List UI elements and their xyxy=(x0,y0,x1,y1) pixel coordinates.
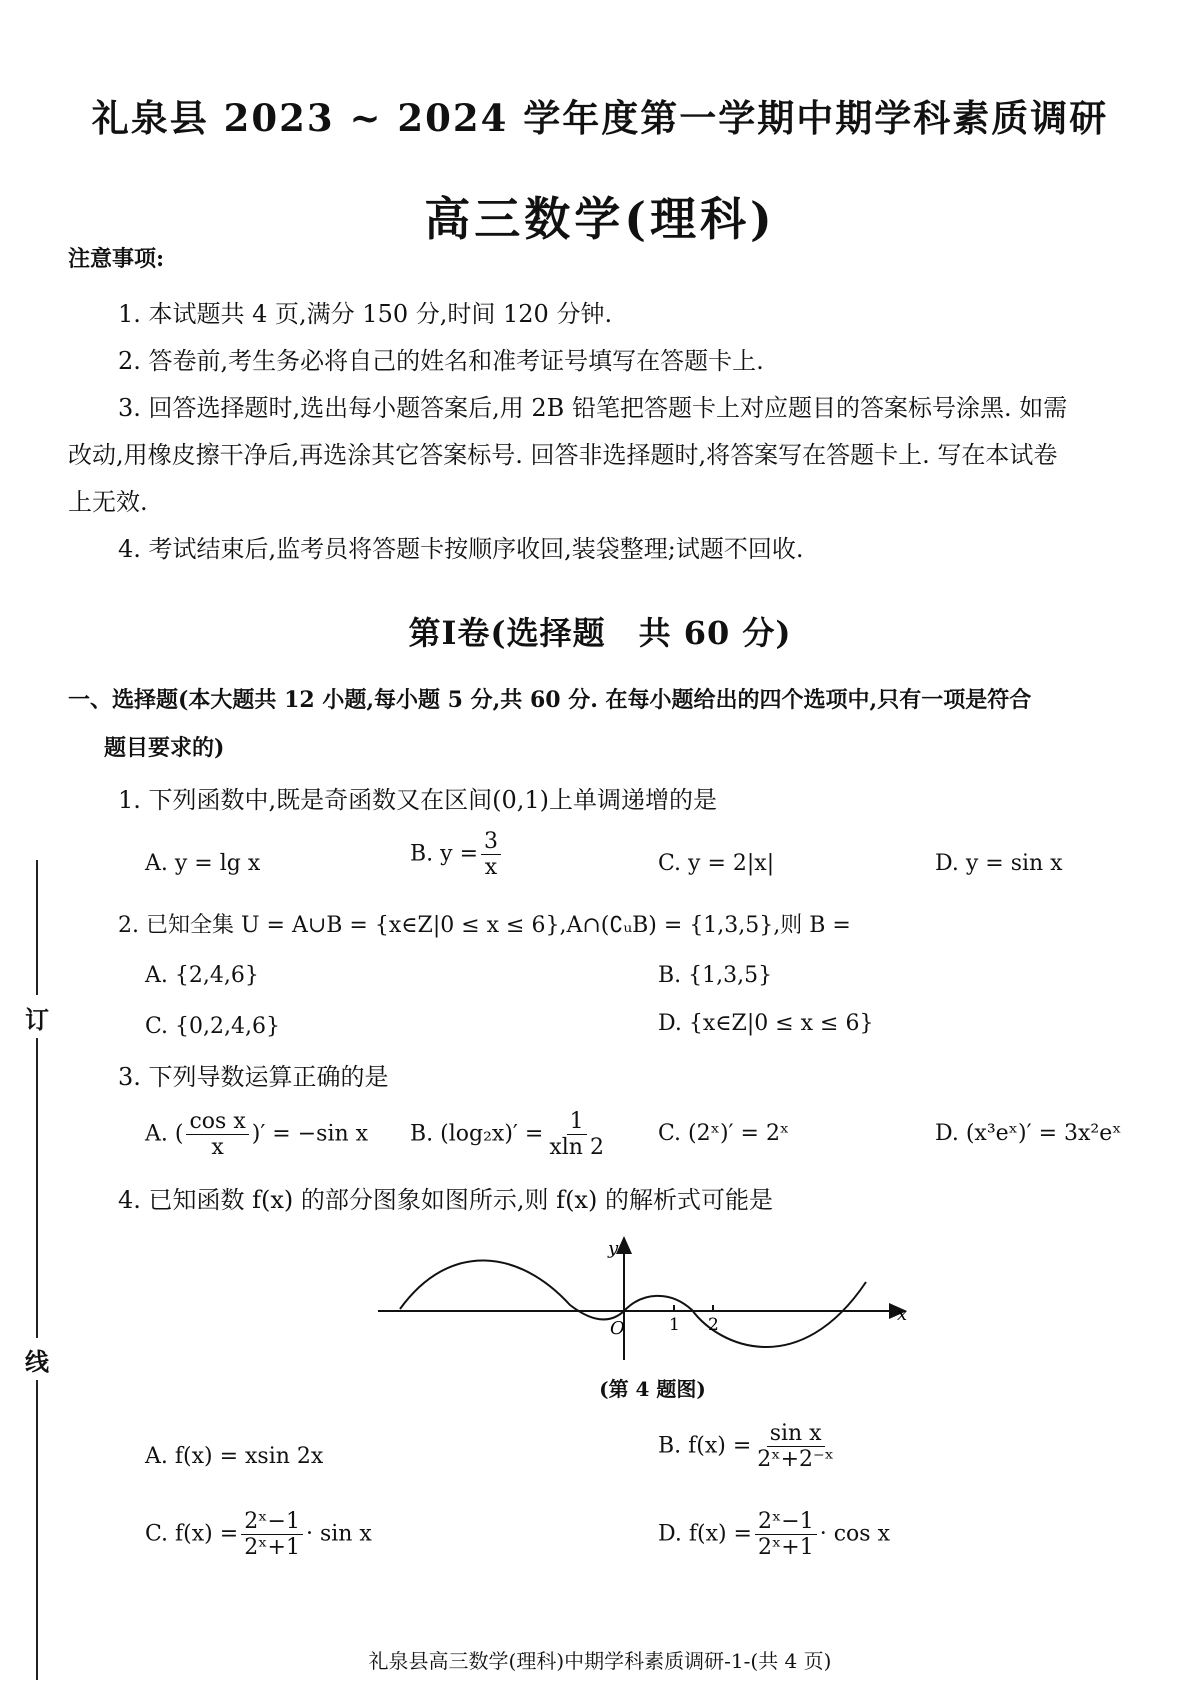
q3-option-d: D. (x³eˣ)′ = 3x²eˣ xyxy=(935,1121,1122,1146)
fraction-numerator: 2ˣ−1 xyxy=(241,1510,303,1535)
q4-option-b-fraction xyxy=(754,1422,837,1471)
q3-option-c: C. (2ˣ)′ = 2ˣ xyxy=(658,1121,790,1146)
q4-option-d-fraction xyxy=(755,1510,817,1559)
subject-title: 高三数学(理科) xyxy=(424,192,776,246)
q4-option-c-suffix: · sin x xyxy=(305,1521,372,1547)
q2-option-b: B. {1,3,5} xyxy=(658,963,773,988)
q4-option-c-prefix: C. f(x) = xyxy=(145,1521,239,1547)
notice-item-3-cont2: 上无效. xyxy=(68,488,148,516)
q1-option-d: D. y = sin x xyxy=(935,851,1063,876)
q2-option-a: A. {2,4,6} xyxy=(145,963,259,988)
q1-option-b-prefix: B. y = xyxy=(410,841,479,867)
q4-function-graph xyxy=(370,1230,930,1370)
section1-heading-cont: 题目要求的) xyxy=(104,735,225,761)
q4-option-d-prefix: D. f(x) = xyxy=(658,1521,752,1547)
origin-label: O xyxy=(610,1318,625,1339)
tick-2-label: 2 xyxy=(708,1315,719,1335)
q1-option-c: C. y = 2|x| xyxy=(658,851,775,876)
fraction-numerator: 2ˣ−1 xyxy=(755,1510,817,1535)
x-axis-label: x xyxy=(897,1304,908,1325)
q1-option-b-fraction xyxy=(481,830,501,879)
notice-item-4: 4. 考试结束后,监考员将答题卡按顺序收回,装袋整理;试题不回收. xyxy=(118,535,804,563)
fraction-numerator: sin x xyxy=(767,1422,825,1447)
q4-option-a: A. f(x) = xsin 2x xyxy=(145,1444,324,1469)
page-footer: 礼泉县高三数学(理科)中期学科素质调研-1-(共 4 页) xyxy=(368,1649,832,1673)
q4-stem: 4. 已知函数 f(x) 的部分图象如图所示,则 f(x) 的解析式可能是 xyxy=(118,1186,773,1214)
q2-option-d: D. {x∈Z|0 ≤ x ≤ 6} xyxy=(658,1011,874,1036)
fraction-denominator: xln 2 xyxy=(549,1135,604,1161)
q3-option-b-prefix: B. (log₂x)′ = xyxy=(410,1121,544,1147)
q3-option-a-suffix: )′ = −sin x xyxy=(251,1121,369,1147)
q3-stem: 3. 下列导数运算正确的是 xyxy=(118,1063,389,1091)
binding-char-ding: 订 xyxy=(25,1005,49,1034)
notice-item-1: 1. 本试题共 4 页,满分 150 分,时间 120 分钟. xyxy=(118,300,613,328)
function-curve xyxy=(400,1260,866,1347)
q3-option-a-fraction xyxy=(186,1110,248,1159)
q1-option-b xyxy=(410,830,504,879)
binding-line-top xyxy=(36,860,38,995)
notice-item-3: 3. 回答选择题时,选出每小题答案后,用 2B 铅笔把答题卡上对应题目的答案标号涂黑. 如需 xyxy=(118,394,1068,422)
q4-figure-caption: (第 4 题图) xyxy=(599,1377,706,1401)
q3-option-a xyxy=(145,1110,368,1159)
notice-heading: 注意事项: xyxy=(68,246,165,272)
tick-1-label: 1 xyxy=(669,1315,680,1335)
q4-option-b xyxy=(658,1422,840,1471)
fraction-numerator: cos x xyxy=(186,1110,248,1135)
q4-option-c-fraction xyxy=(241,1510,303,1559)
fraction-denominator: x xyxy=(211,1135,224,1161)
notice-item-3-cont: 改动,用橡皮擦干净后,再选涂其它答案标号. 回答非选择题时,将答案写在答题卡上. 写在本试卷 xyxy=(68,441,1058,469)
q2-stem: 2. 已知全集 U = A∪B = {x∈Z|0 ≤ x ≤ 6},A∩(∁ᵤB) = {1,3,5},则 B = xyxy=(118,913,851,938)
q4-option-d xyxy=(658,1510,890,1559)
q4-option-b-prefix: B. f(x) = xyxy=(658,1433,752,1459)
notice-item-2: 2. 答卷前,考生务必将自己的姓名和准考证号填写在答题卡上. xyxy=(118,347,764,375)
section1-heading: 一、选择题(本大题共 12 小题,每小题 5 分,共 60 分. 在每小题给出的四个选项中,只有一项是符合 xyxy=(68,687,1032,713)
q4-option-c xyxy=(145,1510,372,1559)
q3-option-a-prefix: A. ( xyxy=(145,1121,184,1147)
fraction-denominator: 2ˣ+2⁻ˣ xyxy=(757,1447,834,1473)
y-axis-label: y xyxy=(608,1238,619,1259)
fraction-denominator: 2ˣ+1 xyxy=(757,1535,814,1561)
fraction-denominator: x xyxy=(484,855,498,881)
fraction-numerator: 1 xyxy=(567,1110,587,1135)
q1-option-a: A. y = lg x xyxy=(145,851,261,876)
exam-title: 礼泉县 2023 ~ 2024 学年度第一学期中期学科素质调研 xyxy=(91,96,1109,140)
fraction-numerator: 3 xyxy=(481,830,501,855)
q1-stem: 1. 下列函数中,既是奇函数又在区间(0,1)上单调递增的是 xyxy=(118,786,718,814)
binding-line-bottom xyxy=(36,1380,38,1680)
binding-char-xian: 线 xyxy=(25,1347,49,1376)
fraction-denominator: 2ˣ+1 xyxy=(244,1535,300,1561)
q4-option-d-suffix: · cos x xyxy=(819,1521,890,1547)
q3-option-b xyxy=(410,1110,610,1159)
q2-option-c: C. {0,2,4,6} xyxy=(145,1014,280,1039)
part1-heading: 第Ⅰ卷(选择题 共 60 分) xyxy=(408,614,792,652)
q3-option-b-fraction xyxy=(546,1110,607,1159)
binding-line-middle xyxy=(36,1038,38,1338)
